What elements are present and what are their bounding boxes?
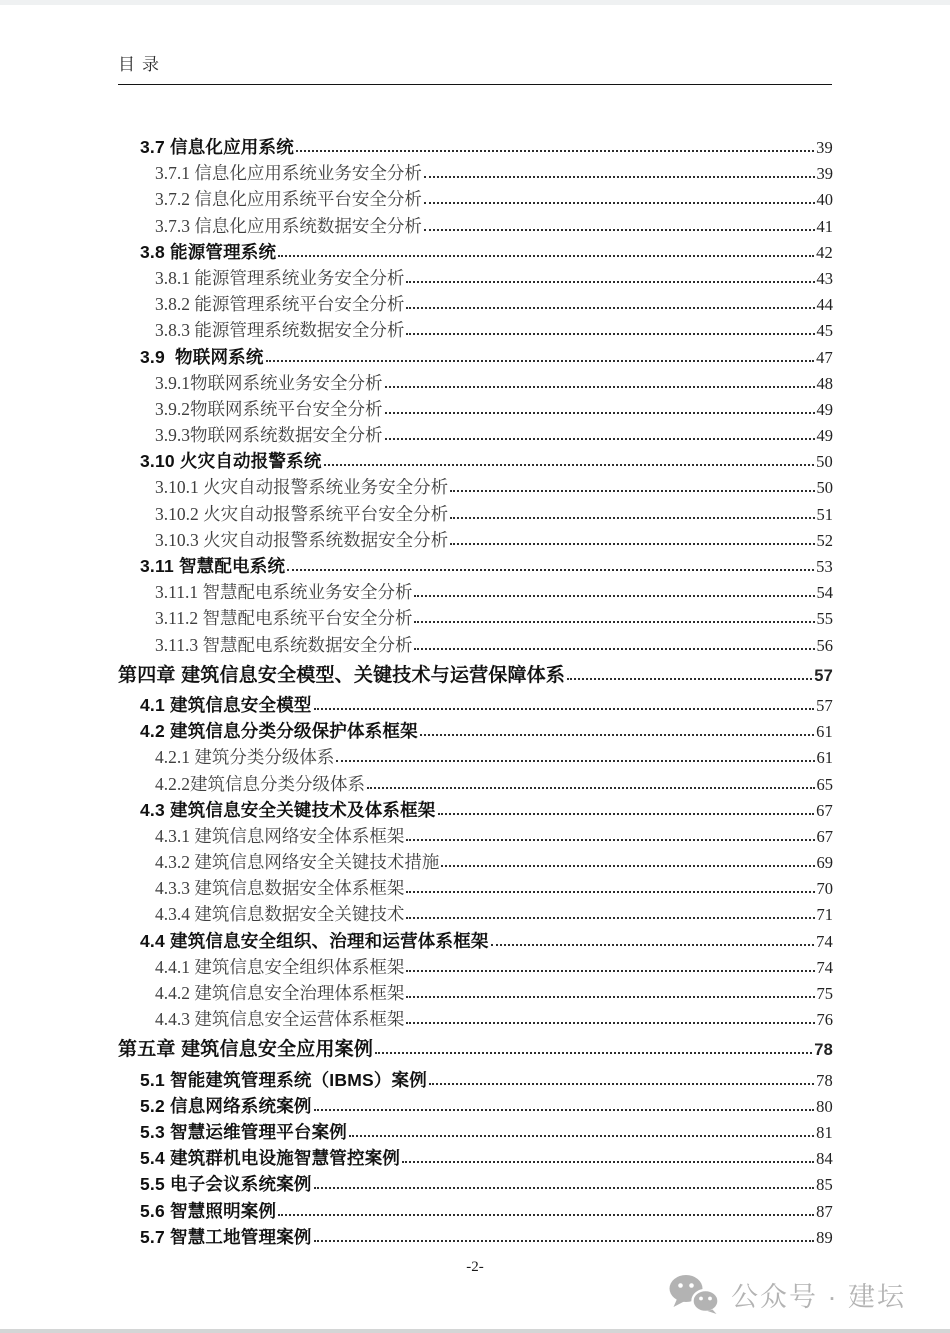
toc-entry-page: 57 [814,666,833,685]
toc-leader-dots [414,621,814,623]
toc-entry [118,663,833,689]
toc-leader-dots [450,543,814,545]
toc-leader-dots [266,360,815,362]
toc-entry [118,396,833,422]
toc-entry [118,980,833,1006]
toc-entry [118,291,833,317]
toc-entry-page: 65 [816,774,833,794]
toc-entry-label: 3.9.1物联网系统业务安全分析 [155,372,383,393]
toc-entry-page: 80 [816,1096,833,1116]
wechat-icon [668,1274,720,1314]
toc-entry-label: 5.4 建筑群机电设施智慧管控案例 [140,1148,401,1169]
toc-leader-dots [406,996,814,998]
toc-entry-page: 51 [816,504,833,524]
toc-list [118,134,833,1250]
toc-entry-label: 5.2 信息网络系统案例 [140,1095,312,1116]
toc-leader-dots [429,1083,814,1085]
toc-entry-page: 67 [816,826,833,846]
toc-leader-dots [314,1109,815,1111]
toc-leader-dots [414,648,814,650]
toc-entry [118,422,833,448]
toc-entry-label: 3.8.3 能源管理系统数据安全分析 [155,320,405,341]
toc-entry [118,1119,833,1145]
toc-entry-page: 53 [816,557,833,576]
toc-leader-dots [406,917,814,919]
toc-entry-label: 3.8.2 能源管理系统平台安全分析 [155,294,405,315]
toc-entry-label: 第四章 建筑信息安全模型、关键技术与运营保障体系 [118,664,566,686]
toc-entry [118,1171,833,1197]
toc-entry-label: 4.3 建筑信息安全关键技术及体系框架 [140,799,436,820]
toc-entry [118,501,833,527]
toc-leader-dots [414,595,814,597]
toc-leader-dots [314,1240,815,1242]
toc-entry-page: 76 [816,1010,833,1030]
toc-entry-page: 89 [816,1227,833,1247]
toc-entry [118,213,833,239]
toc-entry-label: 4.3.4 建筑信息数据安全关键技术 [155,904,405,925]
toc-entry-page: 49 [816,399,833,419]
toc-entry-label: 3.9.3物联网系统数据安全分析 [155,425,383,446]
toc-entry-page: 70 [816,879,833,899]
toc-leader-dots [420,734,814,736]
toc-entry [118,823,833,849]
toc-entry [118,527,833,553]
toc-leader-dots [441,865,814,867]
toc-entry-page: 69 [816,853,833,873]
toc-entry-page: 43 [816,268,833,288]
toc-entry [118,317,833,343]
toc-leader-dots [385,438,815,440]
toc-entry-page: 78 [814,1041,833,1060]
toc-entry-label: 5.1 智能建筑管理系统（IBMS）案例 [140,1069,427,1090]
toc-entry [118,1198,833,1224]
toc-entry [118,265,833,291]
toc-leader-dots [438,813,815,815]
toc-entry [118,239,833,265]
toc-leader-dots [406,281,814,283]
toc-entry [118,579,833,605]
toc-entry-label: 3.10.2 火灾自动报警系统平台安全分析 [155,503,449,524]
toc-entry-page: 49 [816,426,833,446]
toc-entry-page: 54 [816,583,833,603]
toc-entry-page: 48 [816,373,833,393]
toc-entry [118,1006,833,1032]
toc-entry-page: 61 [816,748,833,768]
toc-entry-label: 3.8 能源管理系统 [140,241,277,262]
toc-entry [118,692,833,718]
toc-entry [118,632,833,658]
toc-entry-label: 3.9.2物联网系统平台安全分析 [155,398,383,419]
header-rule [118,84,832,85]
toc-entry-page: 47 [816,347,833,367]
toc-entry [118,718,833,744]
toc-leader-dots [402,1161,814,1163]
toc-leader-dots [385,412,815,414]
watermark [668,1274,906,1314]
toc-entry-page: 78 [816,1070,833,1090]
toc-leader-dots [450,490,814,492]
toc-leader-dots [296,150,814,152]
toc-entry-page: 67 [816,800,833,820]
toc-entry-label: 4.2.2建筑信息分类分级体系 [155,773,365,794]
toc-leader-dots [375,1052,812,1054]
toc-leader-dots [349,1135,814,1137]
toc-entry-label: 3.10.1 火灾自动报警系统业务安全分析 [155,477,449,498]
toc-entry [118,1037,833,1063]
toc-entry [118,553,833,579]
footer-page-number: -2- [466,1259,484,1275]
toc-leader-dots [406,1022,814,1024]
toc-entry-page: 50 [816,452,833,472]
toc-entry-label: 3.7.2 信息化应用系统平台安全分析 [155,189,422,210]
toc-entry-page: 45 [816,321,833,341]
toc-entry-label: 5.6 智慧照明案例 [140,1200,277,1221]
toc-entry [118,954,833,980]
toc-leader-dots [424,229,815,231]
toc-entry-label: 4.2.1 建筑分类分级体系 [155,747,335,768]
toc-leader-dots [424,176,815,178]
toc-entry [118,1145,833,1171]
toc-entry [118,370,833,396]
toc-entry-page: 61 [816,722,833,742]
toc-entry-label: 3.10 火灾自动报警系统 [140,451,322,472]
toc-entry-page: 39 [816,164,833,184]
toc-entry-label: 3.11.2 智慧配电系统平台安全分析 [155,608,413,629]
toc-entry-label: 4.4.3 建筑信息安全运营体系框架 [155,1009,405,1030]
toc-leader-dots [367,787,815,789]
toc-entry-label: 3.11.3 智慧配电系统数据安全分析 [155,634,413,655]
toc-entry-page: 87 [816,1201,833,1221]
toc-entry-label: 4.1 建筑信息安全模型 [140,694,312,715]
toc-entry-label: 4.3.1 建筑信息网络安全体系框架 [155,825,405,846]
toc-entry-label: 5.5 电子会议系统案例 [140,1174,312,1195]
toc-leader-dots [324,464,815,466]
toc-entry [118,744,833,770]
toc-entry-page: 84 [816,1149,833,1169]
toc-entry-page: 85 [816,1175,833,1195]
toc-entry [118,849,833,875]
toc-entry [118,771,833,797]
toc-leader-dots [406,891,814,893]
toc-entry-label: 3.7.3 信息化应用系统数据安全分析 [155,215,422,236]
toc-entry-label: 4.3.2 建筑信息网络安全关键技术措施 [155,852,440,873]
toc-entry [118,448,833,474]
toc-entry-label: 4.4.2 建筑信息安全治理体系框架 [155,983,405,1003]
toc-entry-page: 39 [816,138,833,157]
toc-entry-page: 56 [816,635,833,655]
toc-leader-dots [278,1214,814,1216]
toc-entry-label: 4.2 建筑信息分类分级保护体系框架 [140,721,418,742]
toc-leader-dots [406,970,814,972]
toc-entry [118,1093,833,1119]
toc-entry-label: 3.11 智慧配电系统 [140,556,286,576]
toc-entry-label: 3.7.1 信息化应用系统业务安全分析 [155,163,422,184]
toc-entry-label: 3.8.1 能源管理系统业务安全分析 [155,267,405,288]
toc-leader-dots [314,708,815,710]
toc-entry [118,901,833,927]
toc-entry-page: 81 [816,1122,833,1142]
toc-entry-page: 40 [816,190,833,210]
toc-entry-page: 74 [816,931,833,951]
toc-leader-dots [287,569,814,571]
toc-leader-dots [406,333,814,335]
page-title: 目录 [118,55,166,74]
toc-entry-page: 55 [816,609,833,629]
toc-leader-dots [450,517,814,519]
toc-entry-label: 5.7 智慧工地管理案例 [140,1226,312,1247]
toc-entry-label: 4.4.1 建筑信息安全组织体系框架 [155,956,405,977]
toc-entry [118,186,833,212]
toc-entry [118,797,833,823]
toc-entry-label: 3.7 信息化应用系统 [140,137,294,157]
toc-entry [118,875,833,901]
toc-leader-dots [314,1187,815,1189]
toc-entry-page: 71 [816,905,833,925]
toc-leader-dots [491,944,815,946]
toc-entry-page: 50 [816,478,833,498]
toc-entry-label: 3.10.3 火灾自动报警系统数据安全分析 [155,529,449,550]
toc-entry [118,928,833,954]
toc-entry-page: 52 [816,530,833,550]
toc-leader-dots [567,678,812,680]
toc-entry-page: 75 [816,984,833,1003]
toc-entry-label: 3.9 物联网系统 [140,346,264,367]
toc-entry-page: 44 [816,295,833,315]
toc-entry [118,1224,833,1250]
toc-leader-dots [424,202,815,204]
toc-entry-label: 3.11.1 智慧配电系统业务安全分析 [155,582,413,603]
toc-leader-dots [278,255,814,257]
toc-entry-label: 4.3.3 建筑信息数据安全体系框架 [155,878,405,899]
toc-leader-dots [406,839,814,841]
toc-entry-page: 57 [816,695,833,715]
toc-entry-page: 74 [816,957,833,977]
top-edge-strip [0,0,950,5]
toc-entry [118,160,833,186]
bottom-edge-strip [0,1329,950,1333]
toc-leader-dots [336,760,814,762]
toc-entry-label: 4.4 建筑信息安全组织、治理和运营体系框架 [140,930,489,951]
toc-entry [118,1067,833,1093]
toc-entry [118,605,833,631]
toc-entry-page: 42 [816,242,833,262]
toc-entry-label: 5.3 智慧运维管理平台案例 [140,1121,347,1142]
toc-leader-dots [406,307,814,309]
toc-leader-dots [385,386,815,388]
toc-entry [118,474,833,500]
toc-entry-label: 第五章 建筑信息安全应用案例 [118,1039,374,1061]
watermark-text: 公众号 · 建坛 [731,1281,906,1312]
toc-entry [118,344,833,370]
toc-entry [118,134,833,160]
toc-entry-page: 41 [816,216,833,236]
